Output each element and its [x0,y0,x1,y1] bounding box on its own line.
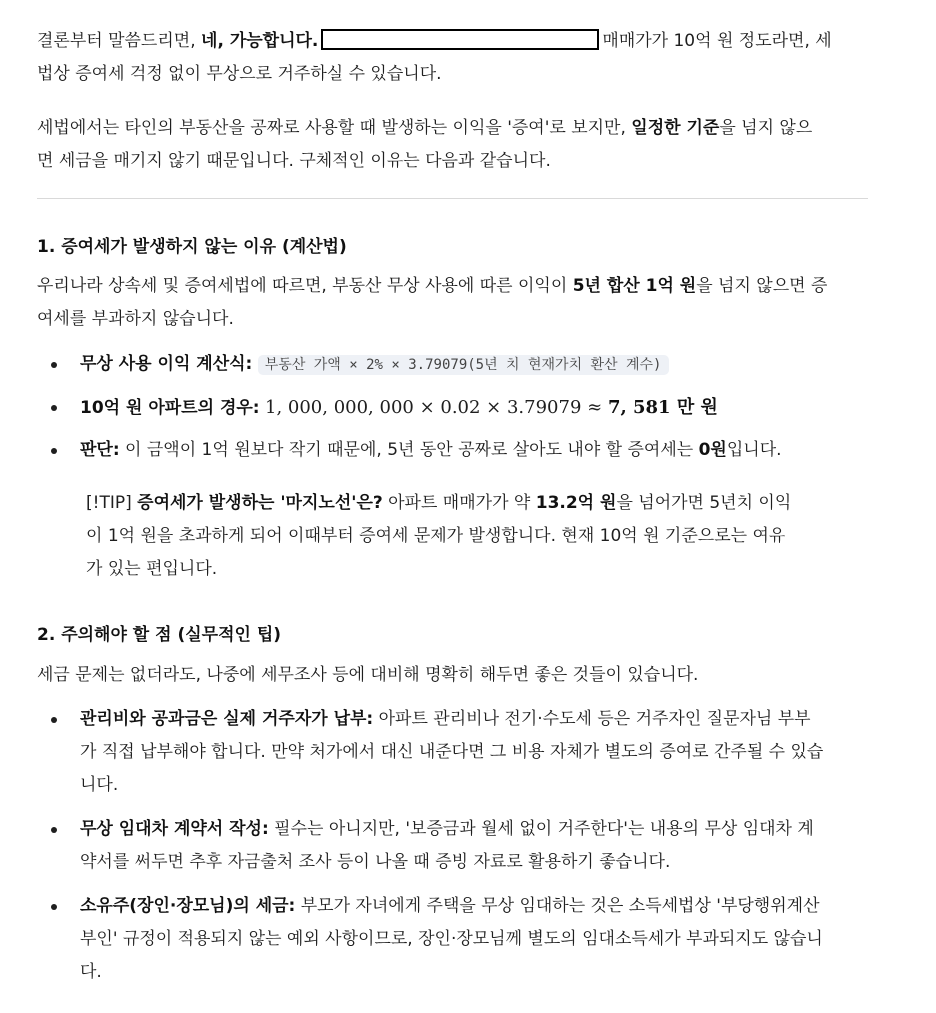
section1-heading: 1. 증여세가 발생하지 않는 이유 (계산법) [37,237,347,257]
reason-text-cont: 을 넘지 않으 [719,118,813,138]
math-expression: 1, 000, 000, 000 × 0.02 × 3.79079 ≈ [265,397,608,418]
tip-text-cont: 을 넘어가면 5년치 이익 [616,493,792,513]
bullet-dot [51,405,57,411]
tip-callout [86,487,828,586]
intro-paragraph [37,25,872,91]
intro-text-cont: 매매가가 10억 원 정도라면, 세 [602,31,832,51]
list-item-utilities [80,703,872,802]
list-item-formula [80,348,872,382]
lease-label: 무상 임대차 계약서 작성: [80,819,269,839]
judgement-bold: 0원 [698,440,727,460]
tip-text: 아파트 매매가가 약 [382,493,536,513]
bullet-dot [51,362,57,368]
intro-bold: 네, 가능합니다. [201,31,319,51]
reason-paragraph [37,112,872,178]
tip-bold-amount: 13.2억 원 [535,493,617,513]
section1-intro-text: 우리나라 상속세 및 증여세법에 따르면, 부동산 무상 사용에 따른 이익이 [37,276,573,296]
bullet-dot [51,448,57,454]
apartment-case-label: 10억 원 아파트의 경우: [80,398,260,418]
section1-intro [37,270,872,336]
utilities-line3: 니다. [80,775,119,795]
judgement-text-end: 입니다. [726,440,782,460]
tip-line2: 이 1억 원을 초과하게 되어 이때부터 증여세 문제가 발생합니다. 현재 10억 원 기준으로는 여유 [86,526,786,546]
reason-line2: 면 세금을 매기지 않기 때문입니다. 구체적인 이유는 다음과 같습니다. [37,151,551,171]
owner-tax-label: 소유주(장인·장모님)의 세금: [80,896,296,916]
section2-heading: 2. 주의해야 할 점 (실무적인 팁) [37,625,282,645]
redaction-box [321,29,599,50]
section2-intro: 세금 문제는 없더라도, 나중에 세무조사 등에 대비해 명확히 해두면 좋은 것들이 있습니다. [37,665,699,685]
bullet-dot [51,827,57,833]
list-item-judgement [80,434,872,467]
section1-intro-text-cont: 을 넘지 않으면 증 [696,276,828,296]
formula-code: 부동산 가액 × 2% × 3.79079(5년 치 현재가치 환산 계수) [258,355,669,375]
intro-text: 결론부터 말씀드리면, [37,31,202,51]
utilities-label: 관리비와 공과금은 실제 거주자가 납부: [80,709,374,729]
formula-label: 무상 사용 이익 계산식: [80,354,253,374]
reason-text: 세법에서는 타인의 부동산을 공짜로 사용할 때 발생하는 이익을 '증여'로 보지만, [37,118,632,138]
owner-tax-line3: 다. [80,962,102,982]
list-item-apartment-case [80,391,872,425]
math-result: 7, 581 만 원 [607,397,718,418]
list-item-owner-tax [80,890,872,989]
lease-line1: 필수는 아니지만, '보증금과 월세 없이 거주한다'는 내용의 무상 임대차 계 [268,819,814,839]
section-divider [37,198,868,199]
bullet-dot [51,717,57,723]
lease-line2: 약서를 써두면 추후 자금출처 조사 등이 나올 때 증빙 자료로 활용하기 좋습니다. [80,852,671,872]
tip-line3: 가 있는 편입니다. [86,559,218,579]
section1-intro-bold: 5년 합산 1억 원 [572,276,697,296]
reason-bold: 일정한 기준 [631,118,720,138]
owner-tax-line2: 부인' 규정이 적용되지 않는 예외 사항이므로, 장인·장모님께 별도의 임대소득세가 부과되지도 않습니 [80,929,823,949]
bullet-dot [51,904,57,910]
owner-tax-line1: 부모가 자녀에게 주택을 무상 임대하는 것은 소득세법상 '부당행위계산 [295,896,820,916]
tip-bold-title: 증여세가 발생하는 '마지노선'은? [137,493,383,513]
section1-intro-line2: 여세를 부과하지 않습니다. [37,309,234,329]
judgement-label: 판단: [80,440,120,460]
tip-prefix: [!TIP] [86,493,138,513]
intro-line2: 법상 증여세 걱정 없이 무상으로 거주하실 수 있습니다. [37,64,442,84]
judgement-text: 이 금액이 1억 원보다 작기 때문에, 5년 동안 공짜로 살아도 내야 할 증여세는 [119,440,699,460]
utilities-line2: 가 직접 납부해야 합니다. 만약 처가에서 대신 내준다면 그 비용 자체가 별도의 증여로 간주될 수 있습 [80,742,824,762]
utilities-line1: 아파트 관리비나 전기·수도세 등은 거주자인 질문자님 부부 [373,709,811,729]
list-item-lease-contract [80,813,872,879]
